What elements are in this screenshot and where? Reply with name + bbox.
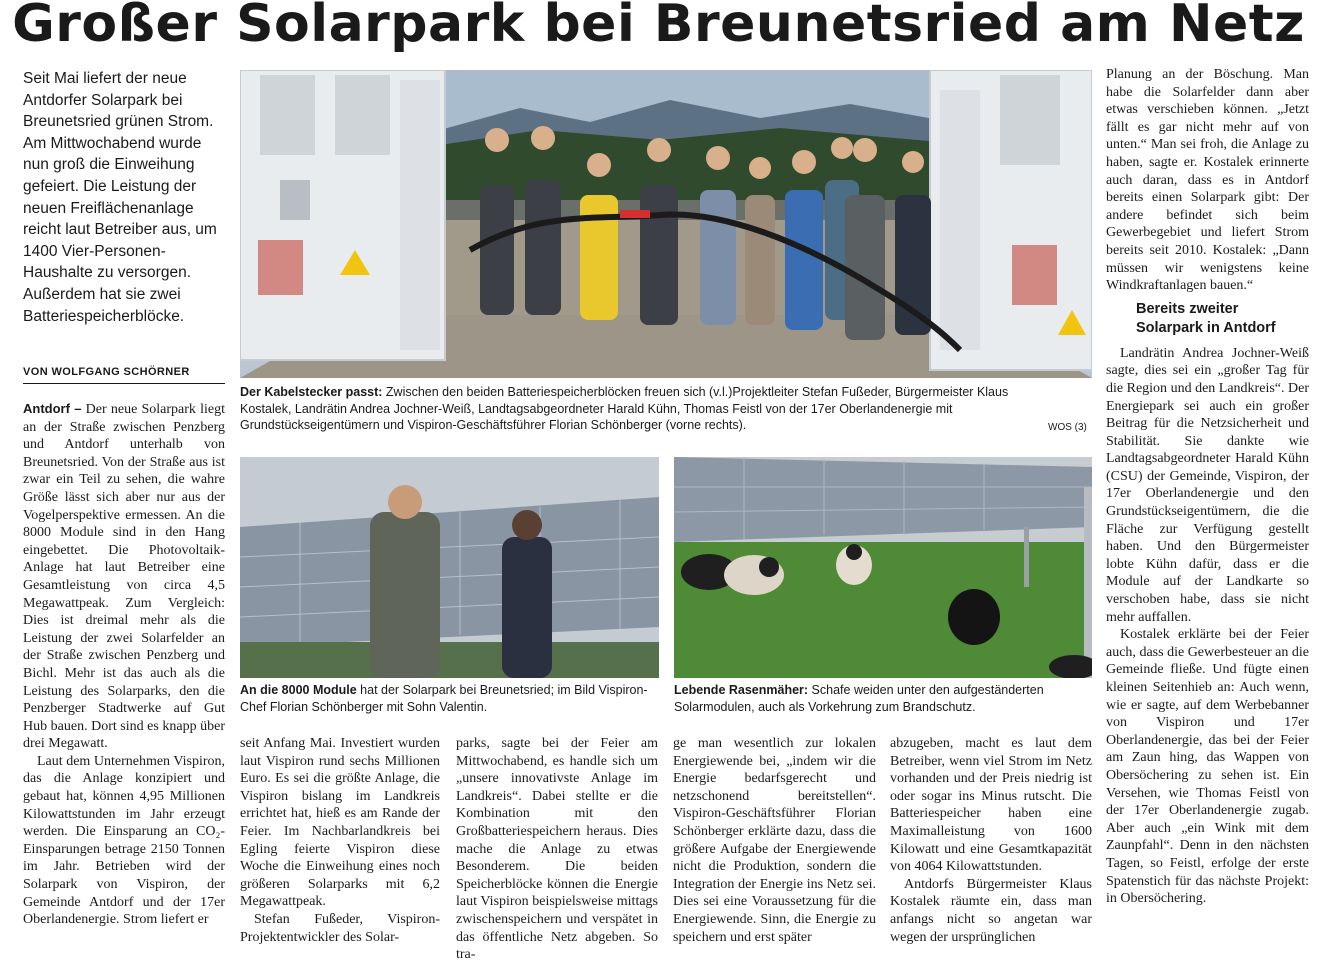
modules-photo-image xyxy=(240,457,659,678)
sheep-photo-image xyxy=(674,457,1092,678)
article-column-3 xyxy=(456,735,658,968)
main-photo-image xyxy=(240,70,1092,378)
col5-paragraph-2: Antdorfs Bürgermeister Klaus Kostalek räumte ein, dass man anfangs nicht so angetan war wegen der ursprünglichen xyxy=(890,876,1092,945)
col5-paragraph-1: abzugeben, macht es laut dem Betreiber, wenn viel Strom im Netz vorhanden und der Preis niedrig ist oder sogar ins Minus rutscht. Die Batteriespeicher haben eine Maximalleistung von 1600 Kilowatt und eine Gesamtkapazität von 4064 Kilowattstunden. xyxy=(890,736,1092,875)
article-column-6 xyxy=(1106,66,1309,966)
byline: VON WOLFGANG SCHÖRNER xyxy=(23,366,225,384)
photo-credit: WOS (3) xyxy=(1048,422,1087,433)
sheep-caption-lead: Lebende Rasenmäher: xyxy=(674,683,809,697)
col6-paragraph-3: Kostalek erklärte bei der Feier auch, dass die Gewerbesteuer an die Gemeinde fließe. Und fügte einen kleinen Seitenhieb an: Auch wenn, wie er sagte, auf dem Werbebanner von Vispiron und 17er Oberlandenergie, das bei der Feier am Zaun hing, das Wappen von Obersöchering zu sehen ist. Ein Versehen, wie Thomas Feistl von der 17er Oberlandenergie zugab. Aber auch „ein Wink mit dem Zaunpfahl“. Denn in den nächsten Tagen, so Feistl, erfolge der erste Spatenstich für das nächste Projekt: in Obersöchering. xyxy=(1106,627,1309,907)
col4-paragraph-1: ge man wesentlich zur lokalen Energiewende bei, „indem wir die Energie bedarfsgerecht und netzschonend bereitstellen“. Vispiron-Geschäftsführer Florian Schönberger erklärte dazu, dass die größere Aufgabe der Energiewende nicht die Produktion, sondern die Integration der Energie ins Netz sei. Dies sei eine Voraussetzung für die Energiewende. Sinn, die Energie zu speichern und erst später xyxy=(673,736,876,945)
article-column-5 xyxy=(890,735,1092,968)
article-column-4 xyxy=(673,735,876,968)
sheep-caption-text: Schafe weiden unter den aufgeständerten Solarmodulen, auch als Vorkehrung zum Brandschutz. xyxy=(674,683,1044,714)
col2-paragraph-1: seit Anfang Mai. Investiert wurden laut Vispiron rund sechs Millionen Euro. Es sei die größte Anlage, die Vispiron bislang im Landkreis errichtet hat, hieß es am Rande der Feier. Im Nachbarlandkreis bei Egling feierte Vispiron diese Woche die Einweihung eines noch größeren Solarparks mit 6,2 Megawattpeak. xyxy=(240,736,440,910)
modules-caption-text: hat der Solarpark bei Breunetsried; im Bild Vispiron-Chef Florian Schönberger mit Sohn Valentin. xyxy=(240,683,648,714)
sheep-photo xyxy=(674,457,1092,678)
headline: Großer Solarpark bei Breunetsried am Netz xyxy=(12,0,1305,54)
lead-paragraph: Seit Mai liefert der neue Antdorfer Solarpark bei Breunetsried grünen Strom. Am Mittwochabend wurde nun groß die Einweihung gefeiert. Die Leistung der neuen Freiflächenanlage reicht laut Betreiber aus, um 1400 Vier-Personen-Haushalte zu versorgen. Außerdem hat sie zwei Batteriespeicherblöcke. xyxy=(23,70,217,325)
article-column-1 xyxy=(23,400,225,966)
col2-paragraph-2: Stefan Fußeder, Vispiron-Projektentwickler des Solar- xyxy=(240,911,440,945)
modules-photo xyxy=(240,457,659,678)
subheading: Bereits zweiter Solarpark in Antdorf xyxy=(1136,300,1276,336)
sheep-photo-caption xyxy=(674,682,1092,715)
article-column-2 xyxy=(240,735,440,968)
main-photo xyxy=(240,70,1092,378)
col6-paragraph-1: Planung an der Böschung. Man habe die Solarfelder dann aber etwas verschieben können. „Jetzt fällt es gar nicht mehr auf von unten.“ Man sei froh, die Anlage zu haben, sagte er. Kostalek erinnerte auch daran, dass es in Antdorf bereits einen Solarpark gibt: Der andere befindet sich beim Gewerbegebiet und liefert Strom bereits seit 2010. Kostalek: „Dann müssen wir wenigstens keine Windkraftanlagen bauen.“ xyxy=(1106,67,1309,294)
col1-paragraph-2: Laut dem Unternehmen Vispiron, das die Anlage konzipiert und gebaut hat, können 4,95 Millionen Kilowattstunden im Jahr erzeugt werden. Die Einsparung an CO₂-Einsparungen betrage 2150 Tonnen im Jahr. Betrieben wird der Solarpark von Vispiron, der Gemeinde Antdorf und der 17er Oberlandenergie. Strom liefert er xyxy=(23,753,225,928)
dateline: Antdorf – xyxy=(23,401,82,416)
col3-paragraph-1: parks, sagte bei der Feier am Mittwochabend, es handle sich um „unsere innovativste Anlage im Landkreis“. Dabei stellte er die Kombination mit den Großbatteriespeichern heraus. Dies mache die Anlage zu etwas Besonderem. Die beiden Speicherblöcke können die Energie laut Vispiron beispielsweise mittags zwischenspeichern und verspätet in das öffentliche Netz abgeben. So tra- xyxy=(456,736,658,963)
main-caption-lead: Der Kabelstecker passt: xyxy=(240,385,383,399)
col1-paragraph-1: Der neue Solarpark liegt an der Straße zwischen Penzberg und Antdorf unterhalb von Breunetsried. Von der Straße aus ist zwar ein Teil zu sehen, die wahre Größe lässt sich aber nur aus der Vogelperspektive ermessen. An die 8000 Module sind in den Hang eingebettet. Die Photovoltaik-Anlage hat laut Betreiber eine Gesamtleistung von circa 4,5 Megawattpeak. Zum Vergleich: Dies ist dreimal mehr als die Leistung der zwei Solarfelder an der Straße zwischen Penzberg und Bichl. Mehr ist das auch als die Leistung des Solarparks, den die Penzberger Stadtwerke auf Gut Hub bauen. Dort sind es knapp über drei Megawatt. xyxy=(23,402,225,752)
main-caption-text: Zwischen den beiden Batteriespeicherblöcken freuen sich (v.l.)Projektleiter Stefan Fußeder, Bürgermeister Klaus Kostalek, Landrätin Andrea Jochner-Weiß, Landtagsabgeordneter Harald Kühn, Thomas Feistl von der 17er Oberlandenergie mit Grundstückseigentümern und Vispiron-Geschäftsführer Florian Schönberger (vorne rechts). xyxy=(240,385,1009,432)
modules-caption-lead: An die 8000 Module xyxy=(240,683,357,697)
col6-paragraph-2: Landrätin Andrea Jochner-Weiß sagte, dies sei ein „großer Tag für die Region und den Landkreis“. Der Energiepark sei auch ein großer Beitrag für die Netzsicherheit und Stabilität. Sie dankte wie Landtagsabgeordneter Harald Kühn (CSU) der Gemeinde, Vispiron, der 17er Oberlandenergie und den Grundstückseigentümern, die die Fläche zur Verfügung gestellt haben. Und den Bürgermeister lobte Kühn dafür, dass er die Module auf der Landkarte so verschoben habe, dass sie nicht mehr auffallen. xyxy=(1106,345,1309,625)
main-photo-caption xyxy=(240,384,1050,434)
modules-photo-caption xyxy=(240,682,659,715)
